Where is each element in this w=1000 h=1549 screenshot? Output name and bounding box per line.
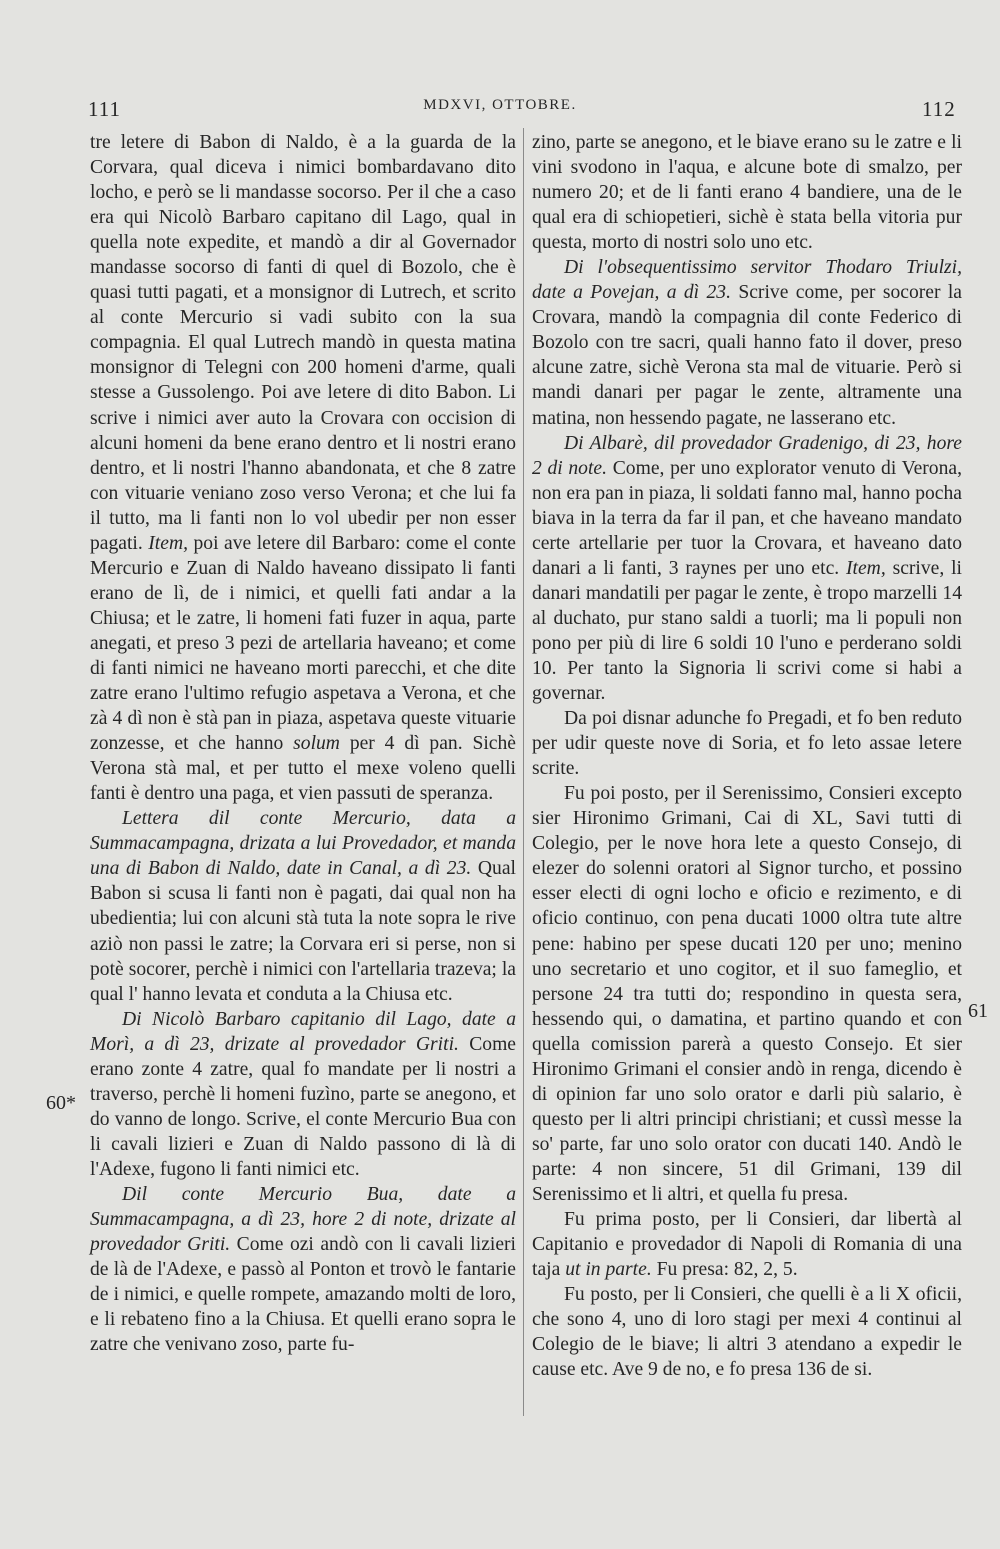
paragraph: Fu posto, per li Consieri, che quelli è a li X oficii, che sono 4, uno di loro stagi per mexi 4 continui al Colegio de le biave; li altri 3 atendano a expedir le cause etc. Ave 9 de no, e fo presa 136 de si.: [532, 1284, 962, 1381]
running-head: MDXVI, OTTOBRE.: [423, 97, 577, 113]
paragraph: Di Nicolò Barbaro capitanio dil Lago, date a Morì, a dì 23, drizate al provedador Griti. Come erano zonte 4 zatre, qual fo mandate per li nostri a traverso, perchè li homeni fuzìno, parte se anegono, et do vanno de longo. Scrive, el conte Mercurio Bua con li cavali lizieri e Zuan di Naldo passono di là di l'Adexe, fugono li fanti nimici etc.: [90, 1008, 517, 1180]
paragraph: Lettera dil conte Mercurio, data a Summacampagna, drizata a lui Provedador, et manda una di Babon di Naldo, date in Canal, a dì 23. Qual Babon si scusa li fanti non è pagati, dai qual non ha ubedientia; lui con alcuni stà tuta la note sopra le rive aziò non passi le zatre; la Corvara eri si perse, non si potè socorer, perchè i nimici con l'artellaria trazeva; la qual l' hanno levata et conduta a la Chiusa etc.: [90, 808, 516, 1005]
paragraph: Fu prima posto, per li Consieri, dar libertà al Capitanio e provedador di Napoli di Romania di una taja ut in parte. Fu presa: 82, 2, 5.: [532, 1209, 962, 1281]
paragraph: Da poi disnar adunche fo Pregadi, et fo ben reduto per udir queste nove di Soria, et fo leto assae letere scrite.: [532, 708, 962, 780]
column-divider: [523, 128, 524, 1416]
page-number-right: 112: [922, 97, 956, 121]
margin-number-left: 60*: [46, 1092, 76, 1114]
left-column: [90, 130, 516, 1357]
paragraph: zino, parte se anegono, et le biave erano su le zatre e li vini svodono in l'aqua, e alcune bote di smalzo, per numero 20; et de li fanti erano 4 bandiere, una de le qual era di schiopetieri, sichè è stata bella vitoria pur questa, morto di nostri solo uno etc.: [532, 132, 962, 254]
page-number-left: 111: [88, 97, 121, 121]
right-column: [532, 130, 962, 1382]
paragraph: Di Albarè, dil provedador Gradenigo, di 23, hore 2 di note. Come, per uno explorator venuto di Verona, non era pan in piaza, li soldati fanno mal, hanno pocha biava in la terra da far il pan, et che haveano mandato certe artellarie per tuor la Crovara, et haveano dato danari a li fanti, 3 raynes per uno etc. Item, scrive, li danari mandatili per pagar le zente, è tropo marzelli 14 al duchato, pur stano saldi a tuorli; ma li populi non pono per più di lire 6 soldi 10 l'uno e perderano soldi 10. Per tanto la Signoria li scrivi come si habi a governar.: [532, 432, 962, 705]
paragraph: Di l'obsequentissimo servitor Thodaro Triulzi, date a Povejan, a dì 23. Scrive come, per socorer la Crovara, mandò la compagnia dil conte Federico di Bozolo con tre sacri, quali hanno fato il dover, preso alcune zatre, sichè Verona sta mal de vituarie. Però si mandi danari per pagar le zente, altramente una matina, non hessendo pagate, ne lasserano etc.: [532, 257, 962, 429]
paragraph: Fu poi posto, per il Serenissimo, Consieri excepto sier Hironimo Grimani, Cai di XL, Savi tutti di Colegio, per le nove hora lete a questo Consejo, di elezer do solenni oratori al Signor turcho, et possino esser electi di ogni locho e oficio e rezimento, e di oficio continuo, con pena ducati 1000 oltra tute altre pene: habino per spese ducati 120 per uno; menino uno secretario et uno cogitor, et il suo fameglio, et persone 24 tra tutti do; respondino in questa sera, hessendo qui, o damatina, et partino quando et con quella comission parerà a questo Consejo. Et sier Hironimo Grimani el consier andò in renga, dicendo è di opinion far uno solo orator e darli più salario, è questo per li altri principi christiani; et cussì messe la so' parte, far uno solo orator con ducati 140. Andò le parte: 4 non sincere, 51 dil Grimani, 139 dil Serenissimo et li altri, et quella fu presa.: [532, 783, 962, 1205]
paragraph: tre letere di Babon di Naldo, è a la guarda de la Corvara, qual diceva i nimici bombardavano dito locho, e però se li mandasse socorso. Per il che a caso era qui Nicolò Barbaro capitano dil Lago, qual in quella note expedite, et mandò a dir al Governador mandasse socorso di fanti di quel di Bozolo, che è quasi tutti pagati, et a monsignor di Lutrech, et scrito al conte Mercurio si vadi subito con la sua compagnia. El qual Lutrech mandò in questa matina monsignor di Telegni con 200 homeni d'arme, quali stesse a Gussolengo. Poi ave letere di dito Babon. Li scrive i nimici aver auto la Crovara con occision di alcuni homeni da bene erano dentro et li nostri erano dentro, et li nostri l'hanno abandonata, et che 8 zatre con vituarie veniano zoso verso Verona; et che lui fa il tutto, ma li fanti non lo vol ubedir per non esser pagati. Item, poi ave letere dil Barbaro: come el conte Mercurio e Zuan di Naldo haveano dissipato li fanti erano de lì, de i nimici, et quelli fati andar a la Chiusa; et le zatre, li homeni fati fuzer in aqua, parte anegati, et preso 3 pezi de artellaria haveano; et come di fanti nimici ne haveano morti parecchi, et che dite zatre erano l'ultimo refugio aspetava a Verona, et che zà 4 dì non è stà pan in piaza, aspetava queste vituarie zonzesse, et che hanno solum per 4 dì pan. Sichè Verona stà mal, et per tutto el mexe voleno quelli fanti è dentro una paga, et vien passuti de speranza.: [90, 132, 517, 805]
margin-number-right: 61: [968, 1000, 988, 1022]
paragraph: Dil conte Mercurio Bua, date a Summacampagna, a dì 23, hore 2 di note, drizate al provedador Griti. Come ozi andò con li cavali lizieri de là de l'Adexe, e passò al Ponton et trovò le fantarie de i nimici, e quelle rompete, amazando molti de loro, e li rebateno fino a la Chiusa. Et quelli erano sopra le zatre che venivano zoso, parte fu-: [90, 1183, 516, 1356]
